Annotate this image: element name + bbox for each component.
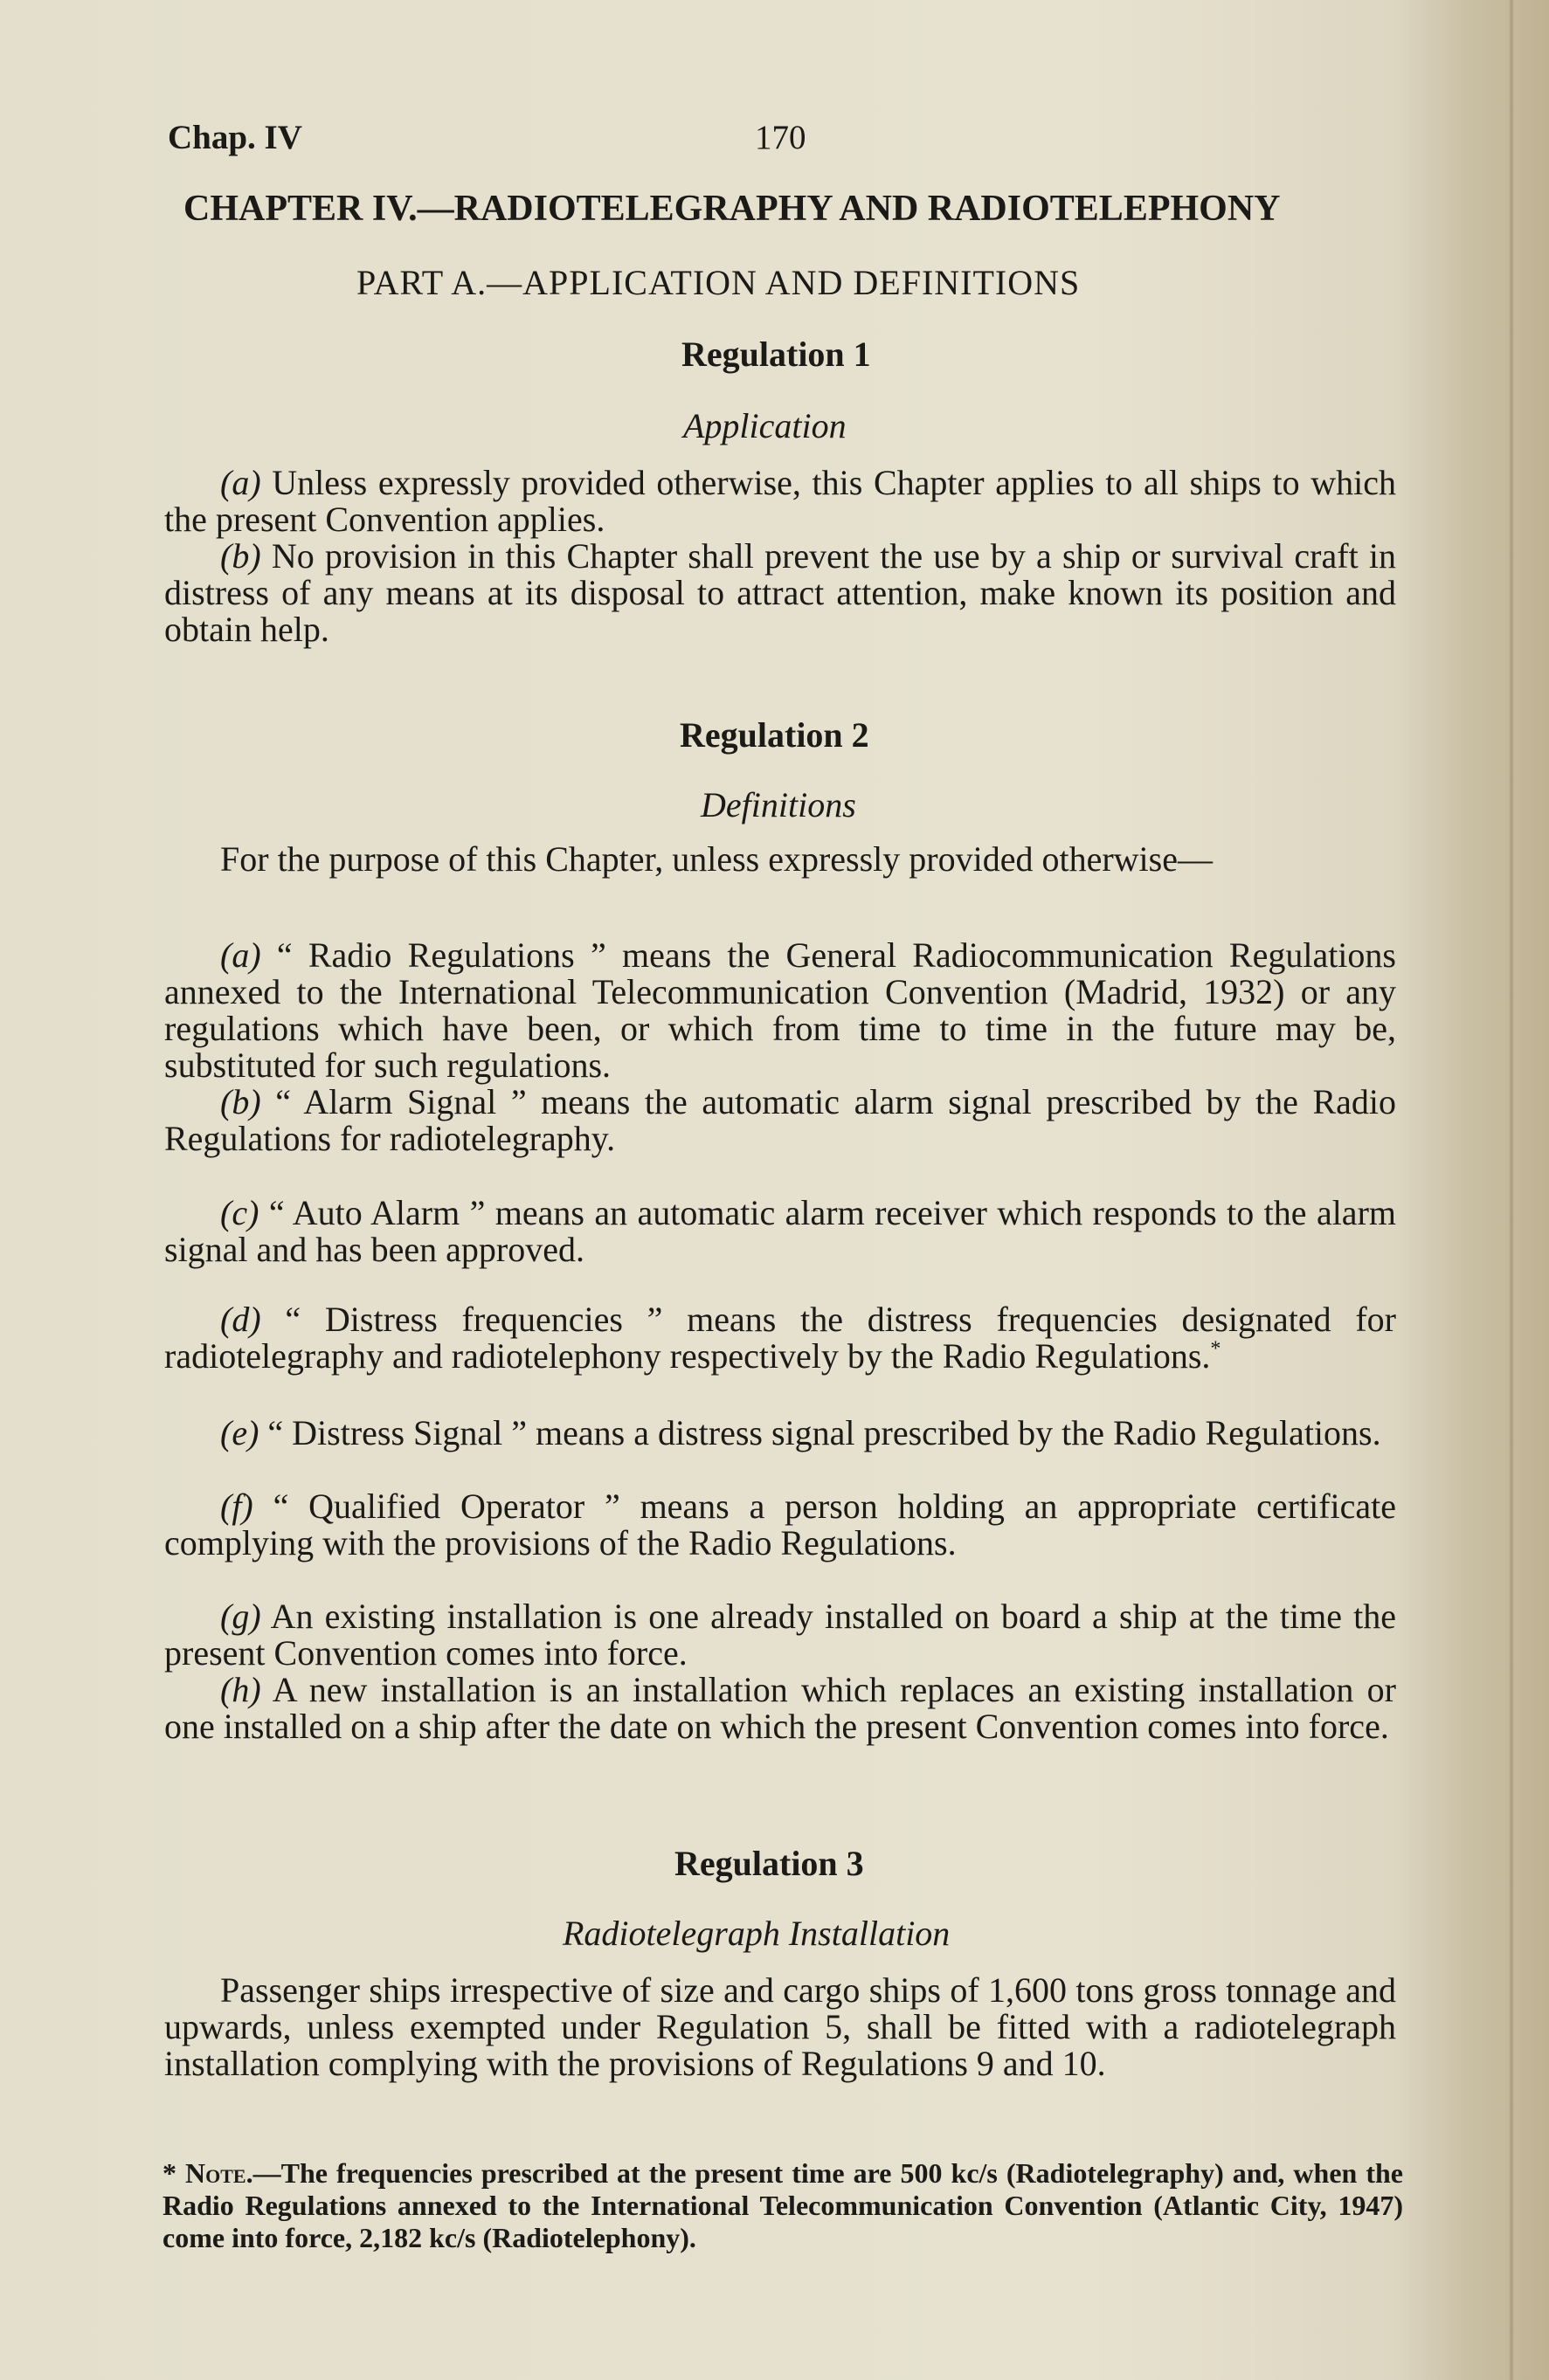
- regulation-1-paragraph-a: [164, 465, 1396, 538]
- paragraph-text: “ Distress Signal ” means a distress signal prescribed by the Radio Regulations.: [267, 1413, 1381, 1452]
- page-number: 170: [755, 119, 806, 156]
- regulation-2-paragraph-f: [164, 1488, 1396, 1562]
- regulation-2-paragraph-g: [164, 1598, 1396, 1672]
- footnote-label: Note.: [185, 2157, 253, 2189]
- regulation-1-paragraph-b: [164, 538, 1396, 648]
- part-title: PART A.—APPLICATION AND DEFINITIONS: [356, 263, 1081, 302]
- paragraph-label: (e): [220, 1413, 259, 1452]
- paragraph-label: (h): [220, 1670, 261, 1709]
- footnote-text: —The frequencies prescribed at the present time are 500 kc/s (Radiotelegraphy) and, when the Radio Regulations annexed to the International Telecommunication Convention (Atlantic City, 1947) come into force, 2,182 kc/s (Radiotelephony).: [163, 2157, 1403, 2253]
- paragraph-text: “ Radio Regulations ” means the General Radiocommunication Regulations annexed to the International Telecommunication Convention (Madrid, 1932) or any regulations which have been, or which from time to time in the future may be, substituted for such regulations.: [164, 935, 1396, 1085]
- paragraph-text: A new installation is an installation which replaces an existing installation or one installed on a ship after the date on which the present Convention comes into force.: [164, 1670, 1396, 1746]
- regulation-2-paragraph-e: [164, 1415, 1396, 1452]
- regulation-2-subheading: Definitions: [701, 785, 856, 824]
- regulation-2-paragraph-c: [164, 1195, 1396, 1268]
- regulation-3-heading: Regulation 3: [674, 1844, 864, 1883]
- paragraph-label: (f): [220, 1487, 253, 1526]
- paragraph-text: “ Distress frequencies ” means the distress frequencies designated for radiotelegraphy and radiotelephony respectively by the Radio Regulations.: [164, 1300, 1397, 1376]
- regulation-3-subheading: Radiotelegraph Installation: [563, 1914, 951, 1953]
- paragraph-label: (c): [220, 1193, 259, 1232]
- paragraph-label: (a): [220, 935, 261, 975]
- paragraph-label: (b): [220, 1082, 261, 1121]
- paragraph-text: An existing installation is one already installed on board a ship at the time the present Convention comes into force.: [164, 1597, 1396, 1673]
- paragraph-label: (d): [220, 1300, 261, 1339]
- footnote-marker: *: [163, 2157, 176, 2189]
- paragraph-text: “ Alarm Signal ” means the automatic alarm signal prescribed by the Radio Regulations for radiotelegraphy.: [164, 1082, 1396, 1158]
- paragraph-text: “ Qualified Operator ” means a person holding an appropriate certificate complying with the provisions of the Radio Regulations.: [164, 1487, 1397, 1563]
- regulation-3-paragraph: Passenger ships irrespective of size and cargo ships of 1,600 tons gross tonnage and upwards, unless exempted under Regulation 5, shall be fitted with a radiotelegraph installation complying with the provisions of Regulations 9 and 10.: [164, 1970, 1396, 2083]
- regulation-2-paragraph-h: [164, 1672, 1396, 1745]
- footnote-marker: *: [1210, 1337, 1221, 1361]
- paragraph-text: Unless expressly provided otherwise, this Chapter applies to all ships to which the present Convention applies.: [164, 463, 1397, 539]
- paragraph-label: (a): [220, 463, 261, 502]
- regulation-2-intro: For the purpose of this Chapter, unless expressly provided otherwise—: [220, 839, 1213, 879]
- regulation-2-paragraph-b: [164, 1084, 1396, 1157]
- chapter-title: CHAPTER IV.—RADIOTELEGRAPHY AND RADIOTELEPHONY: [183, 189, 1281, 229]
- paragraph-label: (g): [220, 1597, 261, 1636]
- paragraph-label: (b): [220, 536, 261, 576]
- regulation-1-heading: Regulation 1: [681, 335, 871, 374]
- regulation-2-heading: Regulation 2: [680, 715, 869, 755]
- footnote: [163, 2157, 1403, 2254]
- regulation-1-subheading: Application: [683, 406, 847, 445]
- paragraph-text: “ Auto Alarm ” means an automatic alarm receiver which responds to the alarm signal and has been approved.: [164, 1193, 1396, 1269]
- regulation-2-paragraph-d: [164, 1301, 1396, 1375]
- paragraph-text: No provision in this Chapter shall prevent the use by a ship or survival craft in distress of any means at its disposal to attract attention, make known its position and obtain help.: [164, 536, 1397, 649]
- regulation-2-paragraph-a: [164, 937, 1396, 1084]
- page-gutter-shadow: [1509, 0, 1514, 2380]
- running-head-chapter: Chap. IV: [168, 119, 302, 156]
